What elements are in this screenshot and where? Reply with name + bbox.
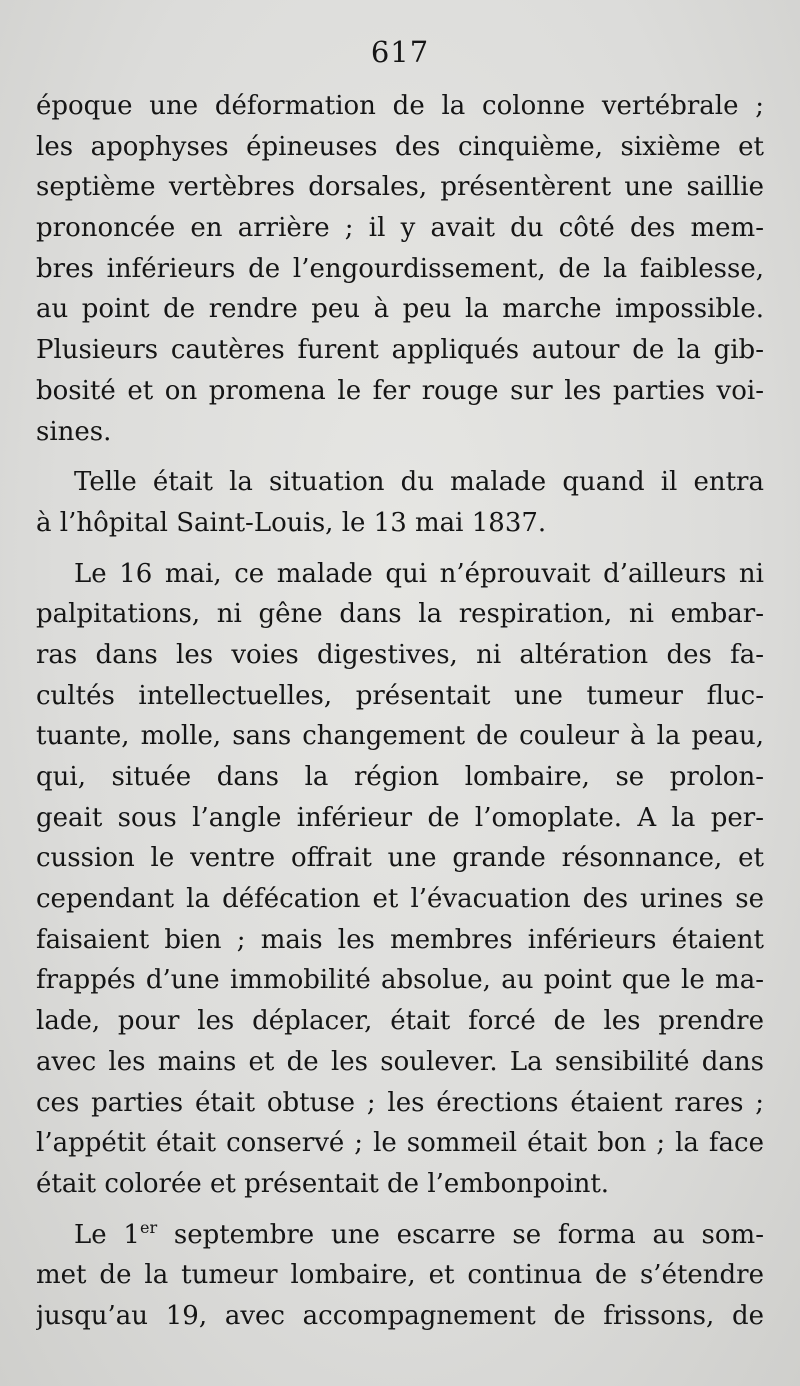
text-line: palpitations, ni gêne dans la respiration, ni embar- xyxy=(36,599,764,630)
text-line: l’appétit était conservé ; le sommeil était bon ; la face xyxy=(36,1128,764,1159)
text-line xyxy=(36,1215,764,1256)
text-line: Le 16 mai, ce malade qui n’éprouvait d’ailleurs ni xyxy=(74,558,764,589)
text-line: à l’hôpital Saint-Louis, le 13 mai 1837. xyxy=(36,507,547,538)
text-line: bosité et on promena le fer rouge sur les parties voi- xyxy=(36,375,764,406)
text-line: Plusieurs cautères furent appliqués autour de la gib- xyxy=(36,335,764,366)
text-line: lade, pour les déplacer, était forcé de les prendre xyxy=(36,1006,764,1037)
text-line: Telle était la situation du malade quand il entra xyxy=(74,467,764,498)
text-line: cultés intellectuelles, présentait une tumeur fluc- xyxy=(36,680,764,711)
text-line: époque une déformation de la colonne vertébrale ; xyxy=(36,91,764,121)
paragraph-1 xyxy=(36,86,764,452)
text-line: jusqu’au 19, avec accompagnement de frissons, de xyxy=(36,1300,764,1331)
text-line: met de la tumeur lombaire, et continua de s’étendre xyxy=(36,1260,764,1291)
text-line: frappés d’une immobilité absolue, au point que le ma- xyxy=(36,965,764,996)
text-line: faisaient bien ; mais les membres inférieurs étaient xyxy=(36,924,764,955)
text-line: avec les mains et de les soulever. La sensibilité dans xyxy=(36,1046,764,1077)
body-text xyxy=(36,86,764,1337)
text-line: prononcée en arrière ; il y avait du côté des mem- xyxy=(36,213,764,244)
text-line: au point de rendre peu à peu la marche impossible. xyxy=(36,294,764,325)
text-line: ces parties était obtuse ; les érections étaient rares ; xyxy=(36,1087,764,1118)
text-fragment: septembre une escarre se forma au som- xyxy=(157,1219,764,1250)
text-line: septième vertèbres dorsales, présentèrent une saillie xyxy=(36,172,764,203)
text-line: était colorée et présentait de l’embonpoint. xyxy=(36,1168,610,1199)
text-line: geait sous l’angle inférieur de l’omoplate. A la per- xyxy=(36,802,764,833)
paragraph-4 xyxy=(36,1215,764,1337)
text-fragment: Le 1 xyxy=(74,1219,140,1250)
text-line: ras dans les voies digestives, ni altération des fa- xyxy=(36,639,764,670)
page-number: 617 xyxy=(370,35,430,69)
text-line: cependant la défécation et l’évacuation des urines se xyxy=(36,884,764,915)
text-line: qui, située dans la région lombaire, se prolon- xyxy=(36,762,764,792)
superscript: er xyxy=(139,1217,158,1237)
paragraph-2 xyxy=(36,462,764,543)
text-line: sines. xyxy=(36,416,112,447)
text-line: bres inférieurs de l’engourdissement, de la faiblesse, xyxy=(36,253,764,284)
text-line: tuante, molle, sans changement de couleur à la peau, xyxy=(36,721,764,752)
text-line: cussion le ventre offrait une grande résonnance, et xyxy=(36,843,764,874)
paragraph-3 xyxy=(36,554,764,1205)
text-line: les apophyses épineuses des cinquième, sixième et xyxy=(36,131,764,162)
